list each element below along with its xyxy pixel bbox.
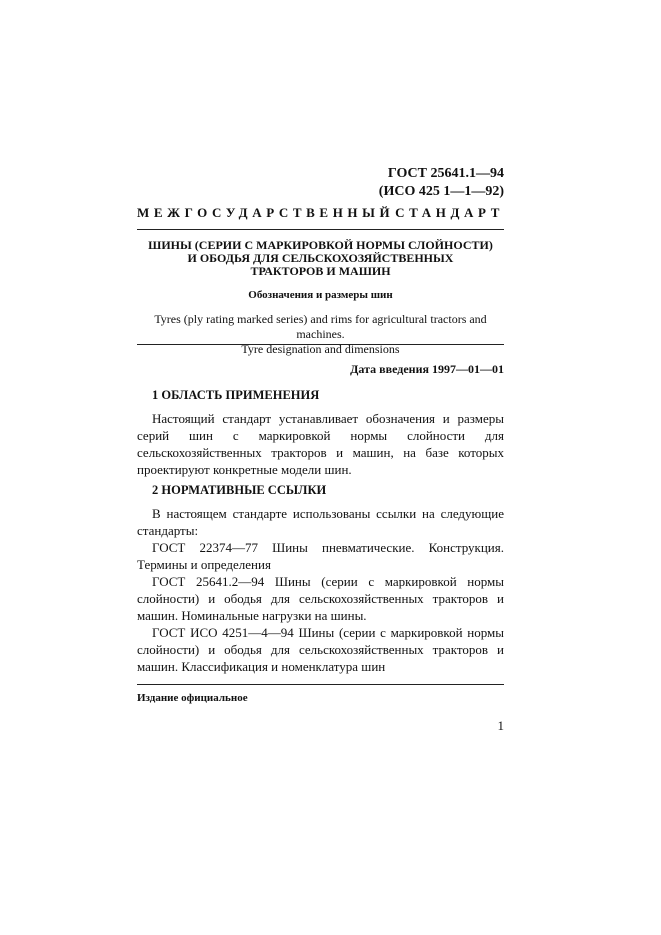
banner-left-word: МЕЖГОСУДАРСТВЕННЫЙ: [137, 205, 395, 220]
section2-intro: В настоящем стандарте использованы ссылки на следующие стандарты:: [137, 506, 504, 538]
section1-paragraph: Настоящий стандарт устанавливает обозначения и размеры серий шин с маркировкой нормы слойности для сельскохозяйственных тракторов и машин, на базе которых проектируют конкретные модели шин.: [137, 411, 504, 477]
effective-date: Дата введения 1997—01—01: [350, 362, 504, 376]
english-title-line2: Tyre designation and dimensions: [241, 342, 400, 356]
section1-heading: 1 ОБЛАСТЬ ПРИМЕНЕНИЯ: [152, 388, 320, 402]
title-line1: ШИНЫ (СЕРИИ С МАРКИРОВКОЙ НОРМЫ СЛОЙНОСТИ): [148, 238, 493, 252]
section2-heading: 2 НОРМАТИВНЫЕ ССЫЛКИ: [152, 483, 327, 497]
standard-code-line1: ГОСТ 25641.1—94: [387, 166, 504, 181]
section1-body: [137, 410, 504, 478]
footer-rule: [137, 684, 504, 685]
english-title: [137, 312, 504, 357]
banner-right-word: СТАНДАРТ: [395, 205, 504, 220]
standard-code: [379, 165, 504, 201]
top-rule: [137, 229, 504, 230]
reference-item: ГОСТ ИСО 4251—4—94 Шины (серии с маркировкой нормы слойности) и ободья для сельскохозяйственных тракторов и машин. Классификация и номенклатура шин: [137, 625, 504, 674]
edition-note: Издание официальное: [137, 692, 248, 704]
reference-item: ГОСТ 25641.2—94 Шины (серии с маркировкой нормы слойности) и ободья для сельскохозяйственных тракторов и машин. Номинальные нагрузки на шины.: [137, 574, 504, 623]
document-title: [137, 239, 504, 278]
english-title-line1: Tyres (ply rating marked series) and rims for agricultural tractors and machines.: [154, 312, 487, 341]
page-number: 1: [497, 718, 504, 733]
reference-item: ГОСТ 22374—77 Шины пневматические. Конструкция. Термины и определения: [137, 540, 504, 572]
title-line3: ТРАКТОРОВ И МАШИН: [250, 264, 391, 278]
title-line2: И ОБОДЬЯ ДЛЯ СЕЛЬСКОХОЗЯЙСТВЕННЫХ: [187, 251, 454, 265]
title-bottom-rule: [137, 344, 504, 345]
standard-type-banner: [137, 205, 504, 221]
standard-code-line2: (ИСО 425 1—1—92): [378, 184, 504, 199]
document-subtitle: Обозначения и размеры шин: [248, 289, 393, 301]
section2-body: [137, 505, 504, 675]
